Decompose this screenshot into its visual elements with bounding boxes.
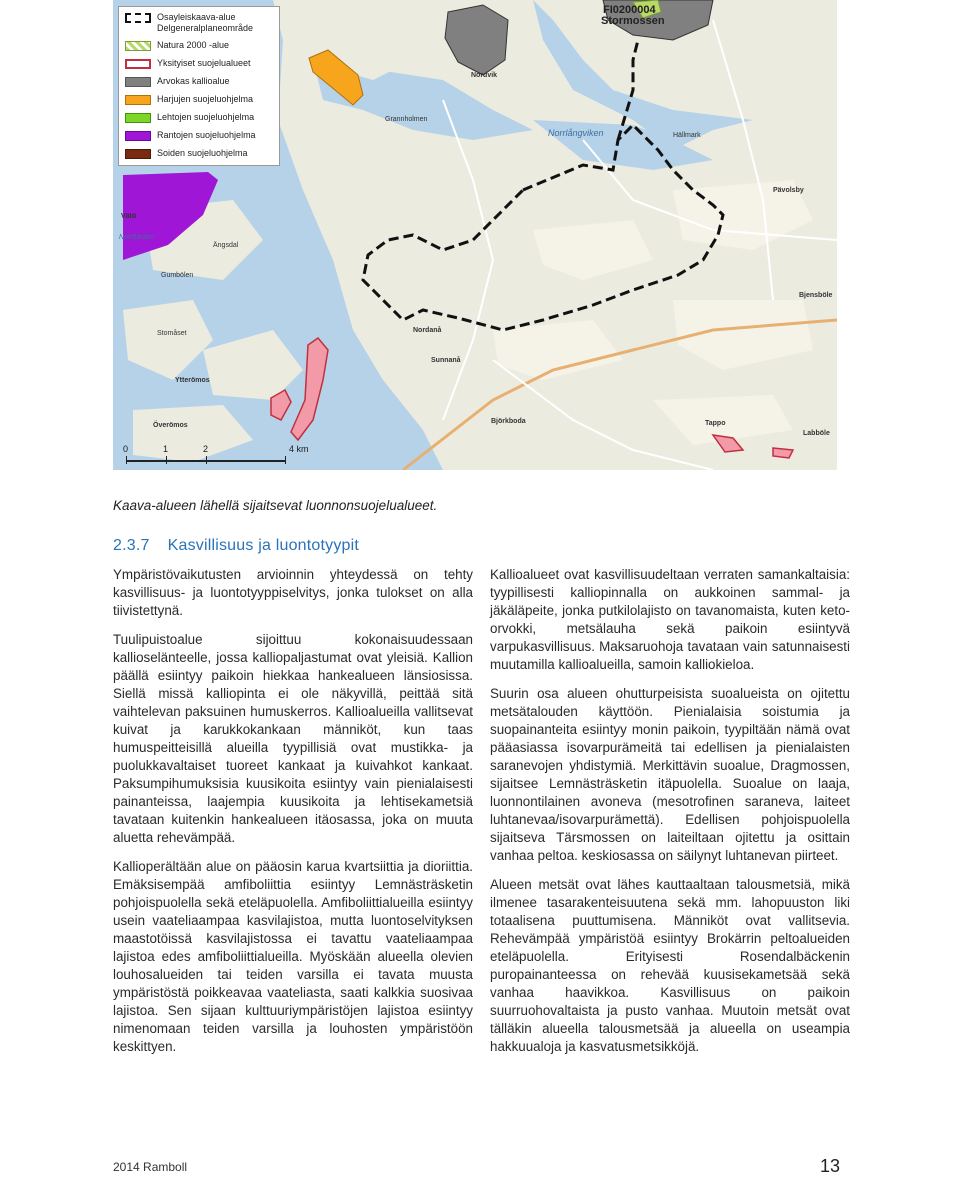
scale-tick-1: 1: [163, 444, 169, 454]
place-name-stomaset: Stomåset: [157, 330, 187, 337]
green-swatch: [125, 113, 151, 123]
place-name-gumbolen: Gumbölen: [161, 272, 194, 279]
place-name-grannholmen: Grannholmen: [385, 116, 428, 123]
paragraph: Tuulipuistoalue sijoittuu kokonaisuudessaan kallioselänteelle, jossa kalliopaljastumat ovat yleisiä. Kallion päällä esiintyy paikoin hiekkaa hankealueen länsiosissa. Siellä missä kalliopinta ei ole näkyvillä, peittää sitä vaihtelevan paksuinen humuskerros. Kallioalueilla vallitsevat kuivat ja karukkokankaan männiköt, kun taas humuspeitteisillä alueilla tyypillisiä ovat mustikka- ja puolukkavaltaiset tuoreet kankaat ja kuivahkot kankaat. Paksumpihumuksisia kuusikoita esiintyy vain pienialaisesti painanteissa, laajempia kuusikoita ja lehtisekametsiä tavataan kuitenkin hankealueen itäosassa, joka on muuta aluetta rehevämpää.: [113, 632, 473, 845]
section-number: 2.3.7: [113, 537, 150, 554]
place-name-bjensbole: Bjensböle: [799, 292, 833, 299]
left-column: [113, 566, 473, 1067]
legend-label: Natura 2000 -alue: [157, 40, 230, 50]
place-name-nordana: Nordanå: [413, 327, 442, 334]
scale-bar: [123, 444, 309, 466]
map-legend: [118, 6, 280, 166]
place-name-bjorkboda: Björkboda: [491, 418, 526, 425]
area-name-label: Stormossen: [601, 15, 665, 27]
legend-item-shore: [125, 130, 256, 141]
orange-swatch: [125, 95, 151, 105]
paragraph: Alueen metsät ovat lähes kauttaaltaan talousmetsiä, mikä ilmenee tasarakenteisuutena sekä mm. lahopuuston liki totaalisena puuttumisena. Männiköt ovat vallitsevia. Rehevämpää ympäristöä esiintyy Brokärrin peltoalueiden eteläpuolella. Erityisesti Rosendalbäckenin puropainanteessa on rehevää kuusisekametsää sekä vanhaa haavikkoa. Kasvillisuus on paikoin suurruohovaltaista ja pusto vanhaa. Muutoin metsät ovat tälläkin alueella talousmetsää ja alueella on useampia hakkuualoja ja kasvatusmetsikköjä.: [490, 877, 850, 1054]
place-name-hallmark: Hällmark: [673, 132, 701, 139]
place-name-norrlangviken: Norrlångviken: [548, 128, 604, 138]
scale-tick-0: 0: [123, 444, 129, 454]
legend-item-esker: [125, 94, 253, 105]
footer-copyright: 2014 Ramboll: [113, 1160, 188, 1174]
purple-swatch: [125, 131, 151, 141]
place-name-vato: Vätö: [121, 213, 137, 220]
place-name-sunnana: Sunnanå: [431, 357, 461, 364]
paragraph: Kallioperältään alue on pääosin karua kvartsiittia ja dioriittia. Emäksisempää amfiboliittia esiintyy Lemnästräsketin pohjoispuolella sekä eteläpuolella. Amfiboliittialueilla esiintyy usein vaateliaampaa kasvilajistoa, mutta luontoselvityksen maastotöissä kasvilajistossa ei tavattu vaateliaampaa lajistoa edes amfiboliittialueilla. Myöskään alueella olevien louhosalueiden tai teiden varsilla ei tavata muusta ympäristöstä poikkeavaa vaateliasta, saati kalkkia suosivaa lajistoa. Sen sijaan kulttuuriympäristöjen lajistoa esiintyy nimenomaan teiden varsilla ja louhosten ympäristöön keskittyen.: [113, 859, 473, 1054]
place-name-nordvik: Nordvik: [471, 72, 498, 79]
place-name-norrfjarden: Norrfjärden: [119, 234, 155, 241]
legend-label: Lehtojen suojeluohjelma: [157, 112, 255, 122]
legend-label: Osayleiskaava-alue Delgeneralplaneområde: [157, 12, 254, 33]
legend-label: Arvokas kallioalue: [157, 76, 230, 86]
red-border-swatch: [125, 59, 151, 69]
legend-item-rock-area: [125, 76, 230, 87]
scale-tick-4km: 4 km: [289, 444, 309, 454]
legend-item-private-reserves: [125, 58, 251, 69]
right-column: [490, 566, 850, 1067]
legend-label: Rantojen suojeluohjelma: [157, 130, 256, 140]
area-code-label: FI0200004: [603, 4, 656, 16]
paragraph: Suurin osa alueen ohutturpeisista suoalueista on ojitettu metsätalouden käyttöön. Pienialaisia soistumia ja suopainanteita esiintyy monin paikoin, tyypiltään nämä ovat pääasiassa isovarpurämeitä tai edellisen ja pienialaisten saranevojen yhdistymiä. Merkittävin suoalue, Dragmossen, sijaitsee Lemnästräsketin itäpuolella. Suoalue on laaja, luonnontilainen avoneva (mesotrofinen saraneva, laiteet luhtanevaa/isovarpurämettä). Edellisen pohjoispuolella sijaitseva Tärsmossen on laiteiltaan ojitettu ja osittain vanhaa peltoa. keskiosassa on säilynyt luhtanevan piirteet.: [490, 686, 850, 863]
dashed-border-swatch: [125, 13, 151, 23]
place-name-pavolsby: Pävolsby: [773, 187, 804, 194]
scale-tick-2: 2: [203, 444, 209, 454]
place-name-tappo: Tappo: [705, 420, 726, 427]
hatched-swatch: [125, 41, 151, 51]
place-name-overomos: Överömos: [153, 422, 188, 429]
place-name-angsdal: Ängsdal: [213, 242, 239, 249]
legend-item-grove: [125, 112, 254, 123]
legend-item-plan-area: [125, 12, 253, 34]
brown-swatch: [125, 149, 151, 159]
legend-label: Soiden suojeluohjelma: [157, 148, 248, 158]
page-number: 13: [820, 1156, 841, 1176]
legend-item-mire: [125, 148, 248, 159]
section-title: Kasvillisuus ja luontotyypit: [167, 537, 360, 554]
figure-caption: Kaava-alueen lähellä sijaitsevat luonnonsuojelualueet.: [113, 498, 438, 513]
paragraph: Ympäristövaikutusten arvioinnin yhteydessä on tehty kasvillisuus- ja luontotyyppiselvitys, jonka tulokset on alla tiivistettynä.: [113, 567, 473, 618]
section-heading: [113, 537, 359, 555]
legend-item-natura: [125, 40, 229, 51]
legend-label: Harjujen suojeluohjelma: [157, 94, 254, 104]
legend-label: Yksityiset suojelualueet: [157, 58, 251, 68]
gray-swatch: [125, 77, 151, 87]
place-name-labbole: Labböle: [803, 430, 830, 437]
paragraph: Kallioalueet ovat kasvillisuudeltaan verraten samankaltaisia: tyypillisesti kalliopinnalla on aukkoinen sammal- ja jäkäläpeite, jonka putkilolajisto on tavanomaista, kuten keto-orvokki, metsälauha sekä paikoin esiintyvä varpukasvillisuus. Maksaruohoja tavataan vain satunnaisesti muutamilla kallioalueilla, samoin kalliokieloa.: [490, 567, 850, 672]
place-name-ytteromos: Ytterömos: [175, 377, 210, 384]
